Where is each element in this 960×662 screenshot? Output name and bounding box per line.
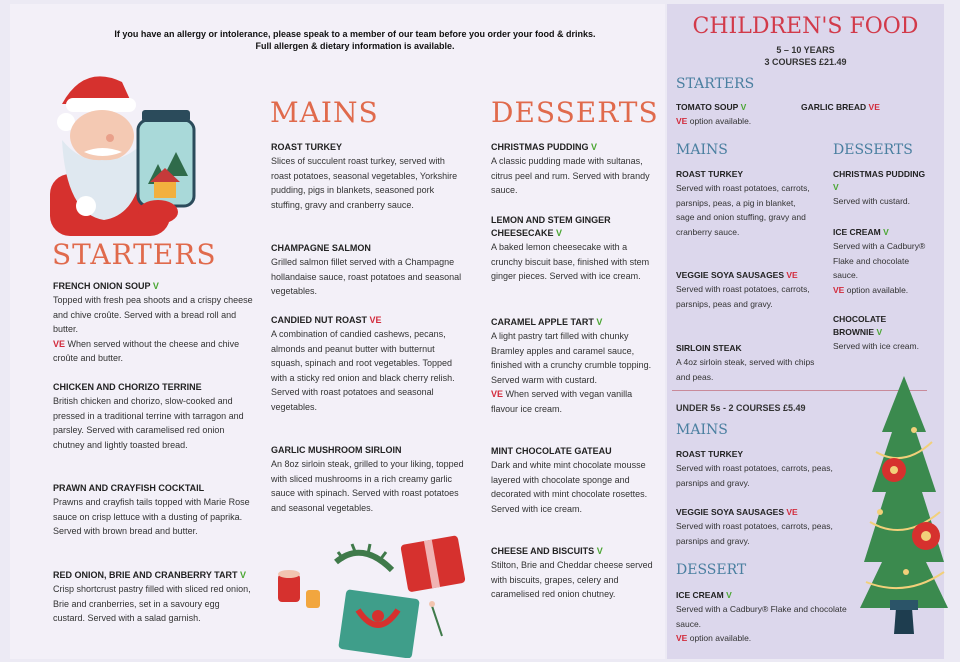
kids-garlic-bread xyxy=(801,101,931,114)
vegan-badge: VE xyxy=(786,507,798,517)
vegan-note: option available. xyxy=(846,284,909,295)
item-description: Served with a Cadbury® Flake and chocolate sauce. xyxy=(833,241,926,280)
main-garlic-mushroom-sirloin xyxy=(271,444,467,515)
dessert-cheese-and-biscuits xyxy=(491,545,661,602)
item-name: CHICKEN AND CHORIZO TERRINE xyxy=(53,382,202,392)
item-name: CARAMEL APPLE TART xyxy=(491,317,594,327)
starters-title: STARTERS xyxy=(52,238,217,271)
item-description: A combination of candied cashews, pecans, almonds and peanut butter with butternut squash, spinach and root vegetables. Topped with a sticky red onion and black cherry relish. Served with roast potatoes and seasonal vegetables. xyxy=(271,329,455,412)
starter-red-onion-brie-tart xyxy=(53,569,251,626)
kids-tomato-soup xyxy=(676,101,801,129)
vegan-badge: VE xyxy=(676,633,688,643)
item-name: ICE CREAM xyxy=(833,227,881,237)
vegan-badge: VE xyxy=(491,389,504,399)
item-name: ROAST TURKEY xyxy=(271,142,343,152)
item-description: Dark and white mint chocolate mousse layered with chocolate sponge and decorated with mint chocolate rosettes. Served with ice cream. xyxy=(491,460,648,514)
christmas-tree-illustration xyxy=(856,372,952,648)
kids-roast-turkey xyxy=(676,168,816,239)
item-description: Served with roast potatoes, carrots, parsnips, peas and gravy. xyxy=(676,284,810,309)
item-description: A 4oz sirloin steak, served with chips and peas. xyxy=(676,357,815,382)
kids-chocolate-brownie xyxy=(833,313,923,354)
vegetarian-badge: V xyxy=(596,546,603,556)
main-champagne-salmon xyxy=(271,242,467,299)
vegan-badge: VE xyxy=(53,338,66,349)
vegan-badge: VE xyxy=(868,102,880,112)
item-description: Grilled salmon fillet served with a Champagne hollandaise sauce, roast potatoes and seasonal vegetables. xyxy=(271,257,462,296)
item-description: An 8oz sirloin steak, grilled to your liking, topped with sliced mushrooms in a rich creamy garlic sauce with spinach. Served with roast potatoes and seasonal vegetables. xyxy=(271,459,464,513)
u5-veggie-soya-sausages xyxy=(676,506,854,548)
kids-christmas-pudding xyxy=(833,168,933,209)
vegan-note: When served without the cheese and chive croûte and butter. xyxy=(53,338,240,363)
childrens-age-range: 5 – 10 YEARS xyxy=(776,45,835,55)
item-name: CHOCOLATE BROWNIE xyxy=(833,314,887,337)
under5-mains-title: MAINS xyxy=(676,422,728,438)
item-name: ICE CREAM xyxy=(676,590,724,600)
vegan-note: option available. xyxy=(689,116,752,126)
vegetarian-badge: V xyxy=(591,142,598,152)
item-name: GARLIC MUSHROOM SIRLOIN xyxy=(271,445,402,455)
item-name: TOMATO SOUP xyxy=(676,102,739,112)
childrens-starters-title: STARTERS xyxy=(676,76,755,92)
vegan-note: When served with vegan vanilla flavour ice cream. xyxy=(491,389,633,414)
item-description: Served with ice cream. xyxy=(833,341,919,351)
item-name: ROAST TURKEY xyxy=(676,169,744,179)
item-name: VEGGIE SOYA SAUSAGES xyxy=(676,270,785,280)
dessert-christmas-pudding xyxy=(491,141,661,198)
vegan-badge: VE xyxy=(786,270,798,280)
vegetarian-badge: V xyxy=(876,327,883,337)
item-description: Topped with fresh pea shoots and a crispy cheese and chive croûte. Served with a bread roll and butter. xyxy=(53,295,253,334)
desserts-title: DESSERTS xyxy=(491,96,659,129)
item-name: RED ONION, BRIE AND CRANBERRY TART xyxy=(53,570,238,580)
under5-dessert-title: DESSERT xyxy=(676,562,747,578)
childrens-desserts-title: DESSERTS xyxy=(833,142,913,158)
vegan-badge: VE xyxy=(369,315,382,325)
mains-title: MAINS xyxy=(270,96,379,129)
item-name: CHRISTMAS PUDDING xyxy=(833,169,926,179)
item-description: A light pastry tart filled with chunky Bramley apples and caramel sauce, finished with a crunchy crumble topping. Served warm with custard. xyxy=(491,331,652,385)
kids-veggie-soya-sausages xyxy=(676,269,816,311)
santa-illustration xyxy=(44,64,200,236)
childrens-food-title: CHILDREN'S FOOD xyxy=(692,14,919,39)
item-description: Stilton, Brie and Cheddar cheese served with biscuits, grapes, celery and caramelised red onion chutney. xyxy=(491,560,653,599)
main-candied-nut-roast xyxy=(271,314,467,414)
item-description: Served with a Cadbury® Flake and chocolate sauce. xyxy=(676,604,847,629)
vegetarian-badge: V xyxy=(833,182,839,192)
vegan-badge: VE xyxy=(833,284,845,295)
item-description: Served with roast potatoes, carrots, parsnips, peas, a pig in blanket, sage and onion stuffing, gravy and cranberry sauce. xyxy=(676,183,810,237)
allergy-notice xyxy=(40,28,670,52)
starter-chicken-chorizo-terrine xyxy=(53,381,253,452)
childrens-price: 3 COURSES £21.49 xyxy=(764,57,847,67)
starter-french-onion-soup xyxy=(53,280,253,366)
item-description: Served with roast potatoes, carrots, peas, parsnips and gravy. xyxy=(676,463,833,488)
dessert-mint-chocolate-gateau xyxy=(491,445,661,516)
vegetarian-badge: V xyxy=(152,281,159,291)
item-name: VEGGIE SOYA SAUSAGES xyxy=(676,507,785,517)
item-name: ROAST TURKEY xyxy=(676,449,744,459)
under-5s-price: UNDER 5s - 2 COURSES £5.49 xyxy=(676,403,806,413)
item-name: CHEESE AND BISCUITS xyxy=(491,546,595,556)
item-description: British chicken and chorizo, slow-cooked and pressed in a traditional terrine with tarragon and parsley. Served with caramelised red onion chutney and lightly toasted bread. xyxy=(53,396,244,450)
kids-sirloin-steak xyxy=(676,342,816,384)
item-description: A classic pudding made with sultanas, citrus peel and rum. Served with brandy sauce. xyxy=(491,156,650,195)
vegetarian-badge: V xyxy=(596,317,603,327)
childrens-mains-title: MAINS xyxy=(676,142,728,158)
item-name: CHRISTMAS PUDDING xyxy=(491,142,589,152)
item-description: Served with custard. xyxy=(833,196,911,206)
kids-ice-cream xyxy=(833,226,933,297)
vegetarian-badge: V xyxy=(556,228,563,238)
vegetarian-badge: V xyxy=(740,102,747,112)
item-description: Served with roast potatoes, carrots, peas, parsnips and gravy. xyxy=(676,521,833,546)
u5-ice-cream xyxy=(676,589,854,646)
item-description: A baked lemon cheesecake with a crunchy biscuit base, finished with stem ginger pieces. Served with ice cream. xyxy=(491,242,650,281)
vegetarian-badge: V xyxy=(240,570,247,580)
item-description: Crisp shortcrust pastry filled with sliced red onion, Brie and cranberries, set in a savoury egg custard. Served with a salad garnish. xyxy=(53,584,251,623)
item-description: Prawns and crayfish tails topped with Marie Rose sauce on crisp lettuce with a dusting of paprika. Served with brown bread and butter. xyxy=(53,497,250,536)
item-name: CANDIED NUT ROAST xyxy=(271,315,367,325)
item-name: CHAMPAGNE SALMON xyxy=(271,243,371,253)
gifts-illustration xyxy=(272,530,472,658)
item-description: Slices of succulent roast turkey, served with roast potatoes, seasonal vegetables, Yorkshire pudding, pigs in blankets, seasoned pork stuffing, gravy and cranberry sauce. xyxy=(271,156,458,210)
allergy-notice-line-2: Full allergen & dietary information is available. xyxy=(255,41,455,51)
vegetarian-badge: V xyxy=(726,590,732,600)
main-roast-turkey xyxy=(271,141,467,212)
dessert-caramel-apple-tart xyxy=(491,316,661,416)
dessert-lemon-ginger-cheesecake xyxy=(491,214,661,284)
vegan-note: option available. xyxy=(689,633,752,643)
item-name: LEMON AND STEM GINGER CHEESECAKE xyxy=(491,215,611,238)
item-name: FRENCH ONION SOUP xyxy=(53,281,151,291)
allergy-notice-line-1: If you have an allergy or intolerance, please speak to a member of our team before you order your food & drinks. xyxy=(114,29,596,39)
item-name: MINT CHOCOLATE GATEAU xyxy=(491,446,612,456)
item-name: PRAWN AND CRAYFISH COCKTAIL xyxy=(53,483,205,493)
vegetarian-badge: V xyxy=(883,227,889,237)
item-name: SIRLOIN STEAK xyxy=(676,343,742,353)
starter-prawn-crayfish-cocktail xyxy=(53,482,253,539)
vegan-badge: VE xyxy=(676,116,688,126)
u5-roast-turkey xyxy=(676,448,854,490)
item-name: GARLIC BREAD xyxy=(801,102,867,112)
